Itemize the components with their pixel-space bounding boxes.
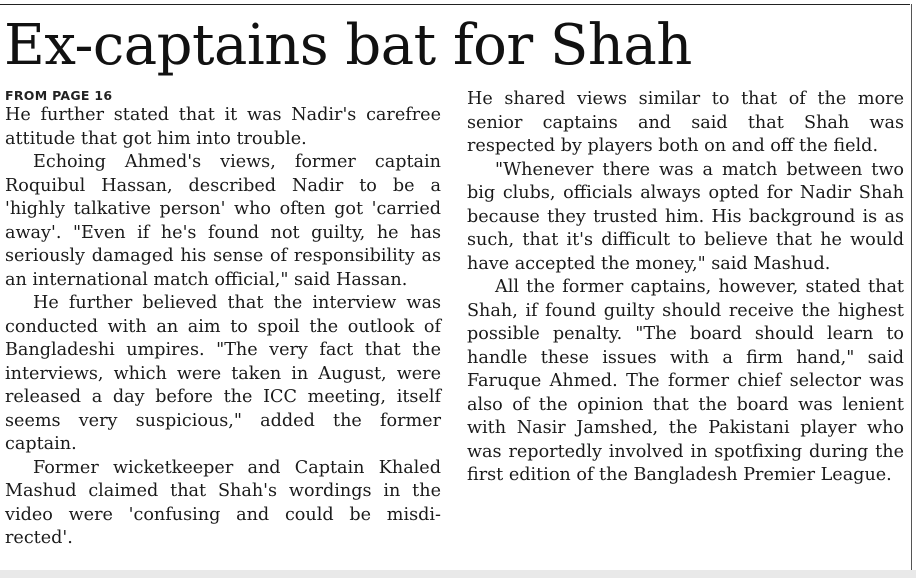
paragraph: Echoing Ahmed's views, former captain Roquibul Hassan, described Nadir to be a 'highly talkative person' who often got 'carried away'. "Even if he's found not guilty, he has seriously damaged his sense of responsibility as an international match official," said Hassan.	[5, 152, 441, 290]
top-rule	[0, 4, 910, 5]
left-column	[5, 88, 441, 551]
paragraph: He further stated that it was Nadir's carefree attitude that got him into trouble.	[5, 105, 441, 149]
paragraph: "Whenever there was a match between two big clubs, officials always opted for Nadir Shah because they trusted him. His background is as such, that it's difficult to believe that he would have accepted the money," said Mashud.	[467, 159, 904, 274]
headline: Ex-captains bat for Shah	[4, 13, 692, 78]
right-column	[467, 88, 904, 488]
paragraph: Former wicketkeeper and Captain Khaled Mashud claimed that Shah's wordings in the video were 'confusing and could be misdirected'.	[5, 457, 441, 548]
continued-from-kicker: FROM PAGE 16	[5, 88, 113, 103]
paragraph: He further believed that the interview was conducted with an aim to spoil the outlook of Bangladeshi umpires. "The very fact that the interviews, which were taken in August, were released a day before the ICC meeting, itself seems very suspicious," added the former captain.	[5, 293, 441, 454]
paragraph: All the former captains, however, stated that Shah, if found guilty should receive the highest possible penalty. "The board should learn to handle these issues with a firm hand," said Faruque Ahmed. The former chief selector was also of the opinion that the board was lenient with Nasir Jamshed, the Pakistani player who was reportedly involved in spotfixing during the first edition of the Bangladesh Premier League.	[467, 277, 904, 485]
page-bottom-band	[0, 570, 916, 578]
paragraph: He shared views similar to that of the more senior captains and said that Shah was respected by players both on and off the field.	[467, 89, 904, 156]
column-edge-rule	[911, 4, 912, 570]
